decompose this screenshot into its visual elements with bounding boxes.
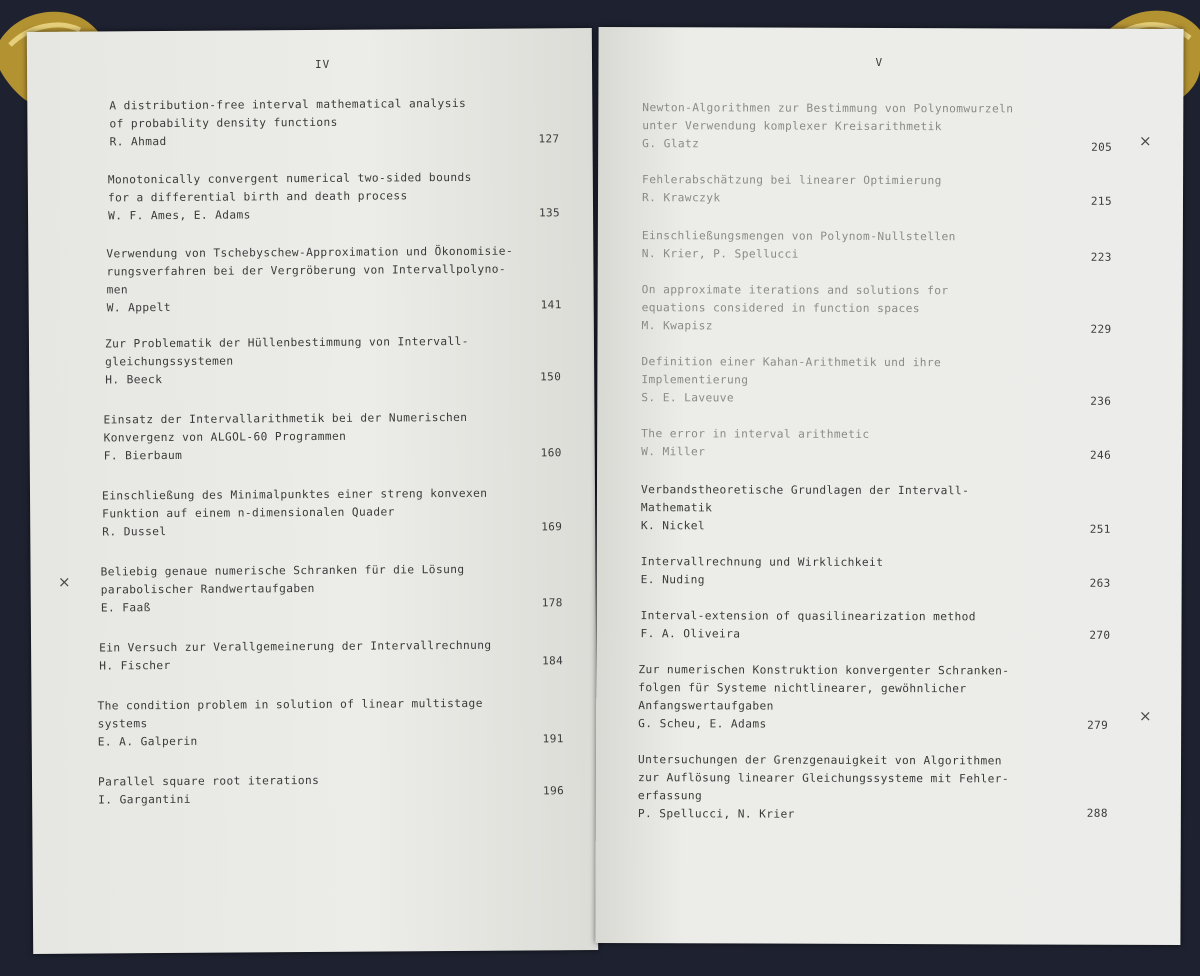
entry-title-line: Implementierung	[641, 373, 749, 387]
entry-page-number: 135	[538, 206, 561, 220]
entry-title-line: for a differential birth and death process	[107, 189, 408, 205]
entry-page-number: 236	[1090, 394, 1112, 408]
entry-author: G. Glatz	[642, 137, 700, 151]
margin-cross-mark-right-bottom: ×	[1139, 707, 1152, 725]
entry-page-number: 251	[1089, 522, 1111, 536]
entry-author: G. Scheu, E. Adams	[638, 717, 767, 731]
toc-entry	[99, 636, 563, 675]
entry-title-line: Verwendung von Tschebyschew-Approximation und Ökonomisie-	[106, 244, 514, 261]
entry-title-line: systems	[97, 717, 148, 731]
entry-title-line: Einschließungsmengen von Polynom-Nullstellen	[641, 229, 956, 244]
entry-title-line: The condition problem in solution of linear multistage	[97, 696, 483, 713]
entry-author: W. Appelt	[106, 300, 171, 315]
entry-title-line: unter Verwendung komplexer Kreisarithmetik	[642, 119, 942, 134]
entry-title-line: Ein Versuch zur Verallgemeinerung der Intervallrechnung	[99, 638, 492, 655]
entry-title-line: Zur Problematik der Hüllenbestimmung von Intervall-	[104, 334, 469, 351]
entry-author: R. Ahmad	[109, 135, 167, 149]
toc-entry	[642, 171, 1112, 209]
entry-title-line: Definition einer Kahan-Arithmetik und ihre	[641, 355, 942, 370]
entry-title-line: Untersuchungen der Grenzgenauigkeit von Algorithmen	[638, 753, 1002, 768]
entry-title-line: men	[106, 283, 129, 297]
entry-page-number: 150	[540, 370, 562, 384]
entry-title-line: Monotonically convergent numerical two-sided bounds	[107, 170, 472, 187]
toc-entry	[640, 607, 1110, 645]
entry-page-number: 270	[1089, 628, 1111, 642]
toc-entry	[638, 661, 1108, 735]
entry-title-line: Zur numerischen Konstruktion konvergenter Schranken-	[638, 663, 1010, 678]
entry-author: E. Nuding	[640, 573, 705, 587]
entry-title-line: Newton-Algorithmen zur Bestimmung von Polynomwurzeln	[642, 101, 1014, 116]
entry-title-line: Anfangswertaufgaben	[638, 699, 774, 713]
entry-title-line: parabolischer Randwertaufgaben	[100, 581, 315, 597]
entry-author: N. Krier, P. Spellucci	[641, 247, 799, 261]
entry-title-line: Verbandstheoretische Grundlagen der Intervall-	[640, 483, 970, 498]
entry-page-number: 246	[1090, 448, 1112, 462]
entry-page-number: 196	[542, 784, 565, 798]
entry-author: E. Faaß	[100, 601, 151, 615]
entry-title-line: folgen für Systeme nichtlinearer, gewöhnlicher	[638, 681, 967, 696]
entry-page-number: 288	[1086, 806, 1108, 820]
entry-title-line: erfassung	[637, 789, 703, 803]
entry-title-line: Einsatz der Intervallarithmetik bei der Numerischen	[103, 410, 468, 427]
entry-title-line: Fehlerabschätzung bei linearer Optimierung	[642, 173, 942, 188]
entry-title-line: The error in interval arithmetic	[641, 427, 870, 441]
toc-entry	[109, 94, 559, 151]
entry-page-number: 127	[538, 132, 560, 146]
entry-page-number: 169	[541, 520, 563, 534]
toc-entry	[642, 281, 1112, 337]
toc-entry	[101, 560, 563, 617]
entry-page-number: 178	[541, 596, 563, 610]
entry-author: R. Krawczyk	[641, 191, 721, 205]
entry-author: H. Beeck	[105, 373, 163, 387]
entry-author: K. Nickel	[640, 519, 706, 533]
entry-title-line: Intervallrechnung und Wirklichkeit	[640, 555, 884, 569]
entry-page-number: 205	[1091, 140, 1113, 154]
entry-title-line: Funktion auf einem n-dimensionalen Quader	[102, 505, 395, 521]
entry-page-number: 191	[542, 732, 564, 746]
entry-title-line: Mathematik	[640, 501, 713, 515]
toc-entry	[97, 694, 563, 751]
entry-title-line: of probability density functions	[109, 115, 338, 131]
margin-cross-mark-left: ×	[58, 573, 71, 591]
entry-page-number: 160	[540, 446, 562, 460]
toc-entry	[106, 242, 561, 317]
toc-entry	[642, 99, 1112, 155]
toc-entry	[103, 408, 561, 465]
toc-entry	[98, 770, 564, 809]
toc-entry	[641, 553, 1111, 591]
entry-title-line: zur Auflösung linearer Gleichungssysteme mit Fehler-	[637, 771, 1010, 786]
entry-author: R. Dussel	[102, 525, 167, 539]
entry-page-number: 141	[540, 298, 562, 312]
entry-title-line: Einschließung des Minimalpunktes einer streng konvexen	[101, 486, 488, 503]
toc-entry	[105, 332, 561, 389]
entry-page-number: 229	[1090, 322, 1112, 336]
entry-author: P. Spellucci, N. Krier	[637, 807, 795, 821]
page-number-left: IV	[314, 57, 331, 71]
entry-author: W. F. Ames, E. Adams	[108, 208, 251, 223]
entry-title-line: Interval-extension of quasilinearization method	[640, 609, 976, 624]
margin-cross-mark-right-top: ×	[1139, 132, 1152, 150]
entry-title-line: equations considered in function spaces	[641, 301, 920, 316]
entry-title-line: Parallel square root iterations	[97, 773, 320, 789]
entry-author: I. Gargantini	[98, 792, 191, 807]
entry-page-number: 263	[1089, 576, 1111, 590]
entry-title-line: gleichungssystemen	[105, 354, 234, 369]
toc-entry	[108, 168, 560, 225]
entry-author: F. Bierbaum	[103, 448, 183, 463]
page-number-right: V	[875, 55, 884, 69]
entry-page-number: 223	[1090, 250, 1112, 264]
right-page	[595, 27, 1183, 945]
entry-author: H. Fischer	[99, 658, 171, 673]
entry-page-number: 215	[1090, 194, 1113, 208]
entry-title-line: A distribution-free interval mathematical analysis	[109, 96, 467, 113]
entry-author: W. Miller	[641, 445, 706, 459]
entry-title-line: Beliebig genaue numerische Schranken für die Lösung	[100, 562, 465, 579]
toc-entry	[642, 227, 1112, 265]
toc-entry	[641, 481, 1111, 537]
entry-page-number: 279	[1087, 718, 1109, 732]
entry-page-number: 184	[542, 654, 564, 668]
entry-title-line: rungsverfahren bei der Vergröberung von Intervallpolyno-	[106, 262, 507, 279]
toc-entry	[102, 484, 562, 541]
toc-entry	[638, 751, 1108, 825]
entry-author: S. E. Laveuve	[641, 391, 735, 405]
entry-title-line: Konvergenz von ALGOL-60 Programmen	[103, 429, 347, 445]
entry-author: F. A. Oliveira	[640, 627, 741, 641]
toc-entry	[641, 425, 1111, 463]
left-page	[27, 28, 598, 954]
entry-title-line: On approximate iterations and solutions for	[641, 283, 949, 298]
entry-author: E. A. Galperin	[97, 734, 198, 749]
entry-author: M. Kwapisz	[641, 319, 713, 333]
toc-entry	[641, 353, 1111, 409]
